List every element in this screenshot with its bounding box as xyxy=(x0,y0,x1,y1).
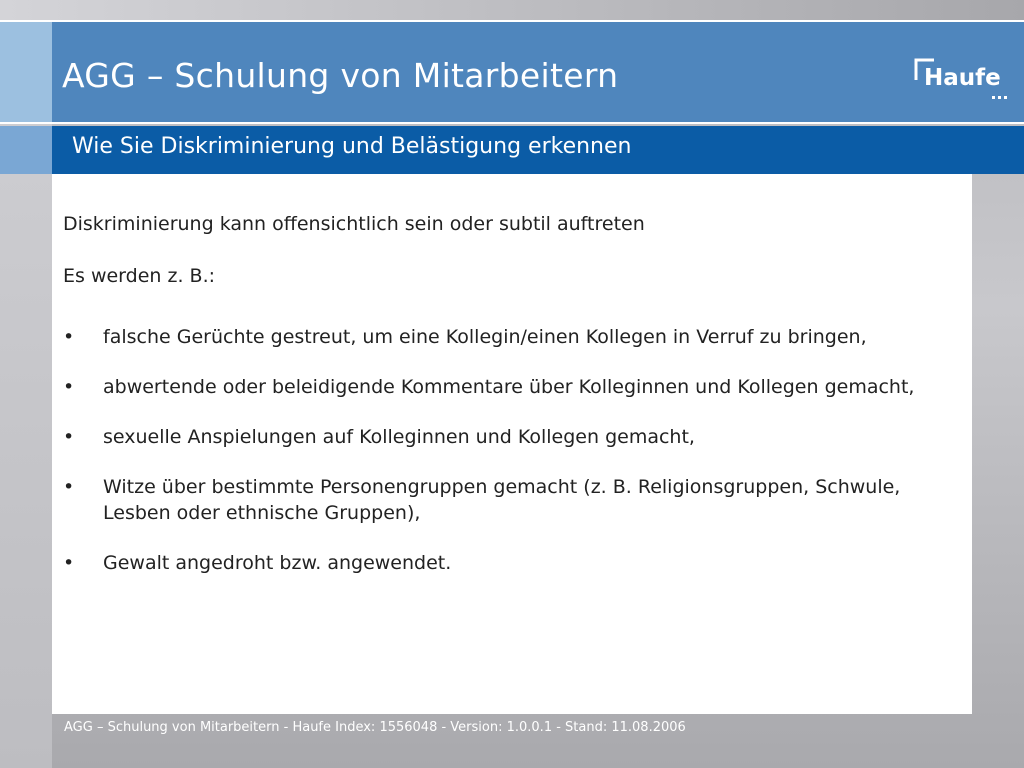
list-item-text: abwertende oder beleidigende Kommentare über Kolleginnen und Kollegen gemacht, xyxy=(103,376,915,398)
bullet-icon: • xyxy=(63,376,75,398)
intro-lead: Es werden z. B.: xyxy=(63,265,216,287)
subtitle-bar-accent xyxy=(0,126,52,174)
list-item xyxy=(63,324,943,350)
slide-title-bar xyxy=(0,20,1024,124)
slide-subtitle: Wie Sie Diskriminierung und Belästigung erkennen xyxy=(72,134,632,159)
slide-content xyxy=(52,174,972,714)
list-item xyxy=(63,550,943,576)
slide-title: AGG – Schulung von Mitarbeitern xyxy=(62,56,619,95)
slide-subtitle-bar xyxy=(0,126,1024,174)
list-item-text: Gewalt angedroht bzw. angewendet. xyxy=(103,552,452,574)
list-item xyxy=(63,424,943,450)
slide-footer: AGG – Schulung von Mitarbeitern - Haufe Index: 1556048 - Version: 1.0.0.1 - Stand: 11.08.2006 xyxy=(64,720,686,735)
intro-text: Diskriminierung kann offensichtlich sein oder subtil auftreten xyxy=(63,213,645,235)
top-decorative-band xyxy=(0,0,1024,20)
bullet-icon: • xyxy=(63,326,75,348)
haufe-logo-icon xyxy=(914,58,1014,126)
bullet-icon: • xyxy=(63,552,75,574)
title-bar-accent xyxy=(0,22,52,122)
bullet-icon: • xyxy=(63,426,75,448)
list-item-text: Witze über bestimmte Personengruppen gemacht (z. B. Religionsgruppen, Schwule, Lesben oder ethnische Gruppen), xyxy=(103,476,901,524)
bullet-icon: • xyxy=(63,476,75,498)
list-item xyxy=(63,474,943,526)
haufe-logo-text: Haufe xyxy=(924,65,1001,91)
list-item xyxy=(63,374,943,400)
haufe-logo xyxy=(914,58,1014,126)
bullet-list xyxy=(63,324,943,600)
list-item-text: sexuelle Anspielungen auf Kolleginnen und Kollegen gemacht, xyxy=(103,426,695,448)
list-item-text: falsche Gerüchte gestreut, um eine Kollegin/einen Kollegen in Verruf zu bringen, xyxy=(103,326,867,348)
